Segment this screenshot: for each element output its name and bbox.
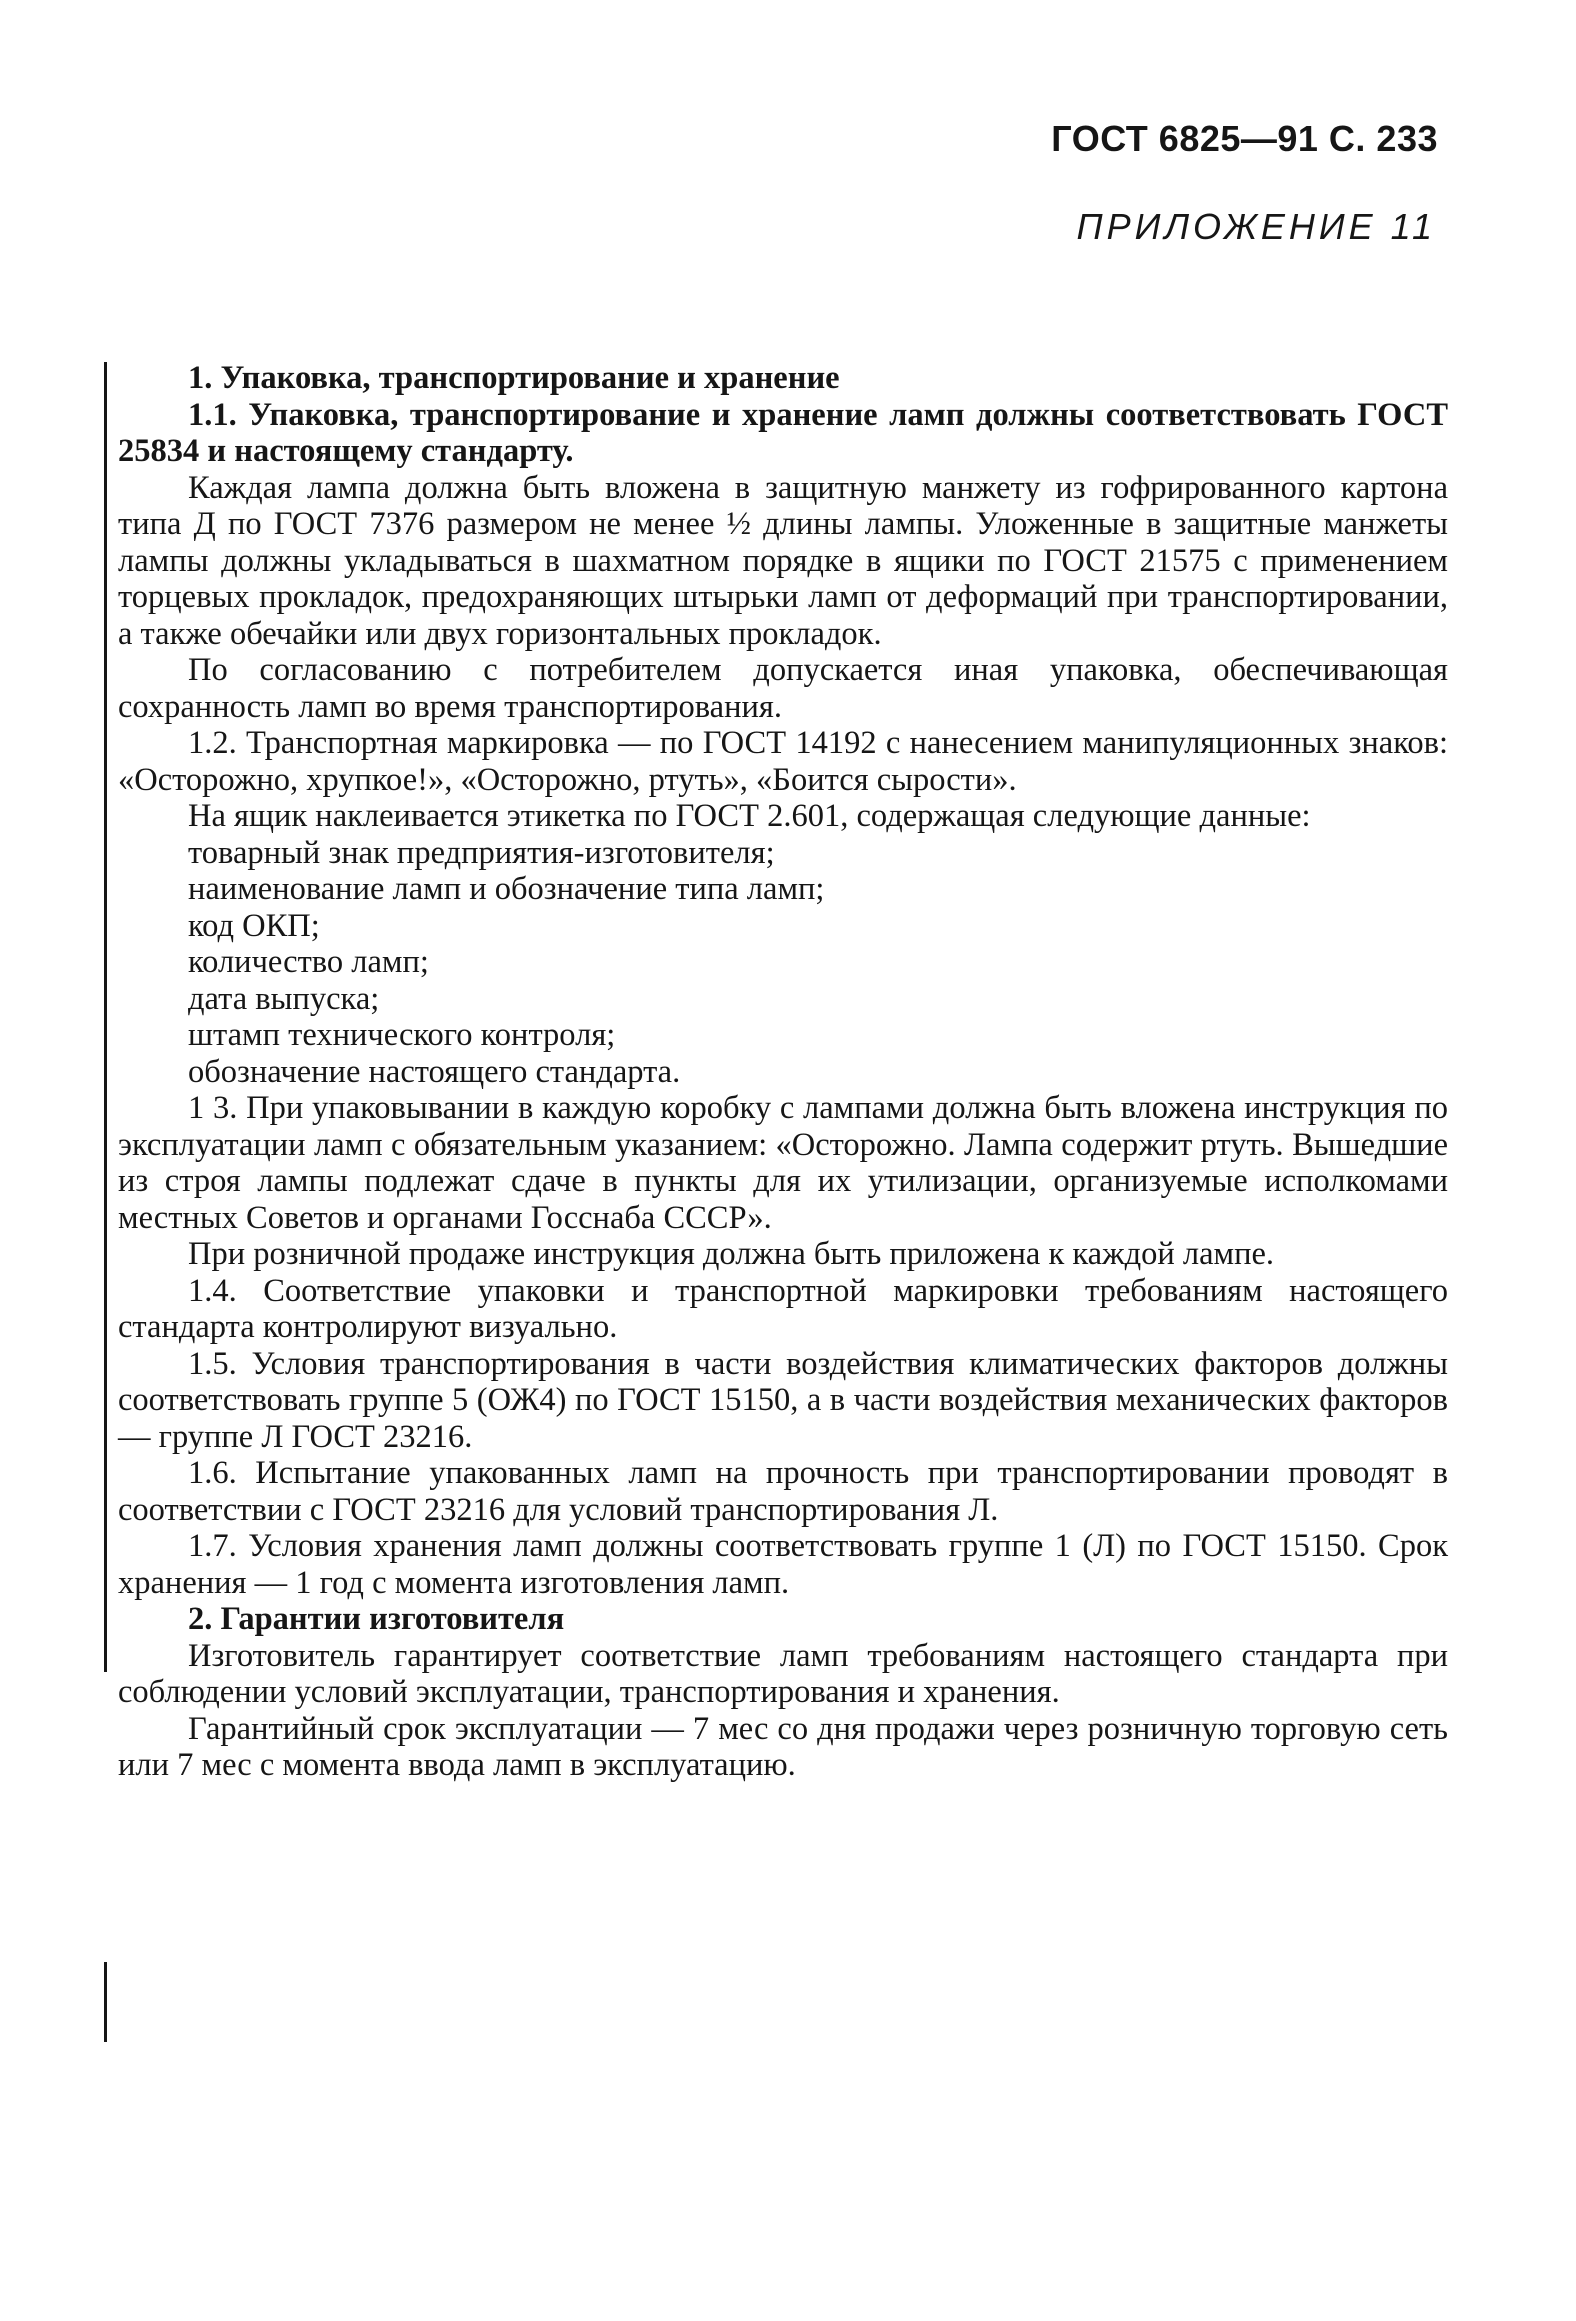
list-item: код ОКП; <box>188 907 320 944</box>
paragraph-agreement: По согласованию с потребителем допускается иная упаковка, обеспечивающая сохранность ламп во время транспортирования. <box>118 652 1448 725</box>
list-item: обозначение настоящего стандарта. <box>188 1053 681 1090</box>
body-text <box>118 360 1448 1784</box>
paragraph-1-6: 1.6. Испытание упакованных ламп на прочность при транспортировании проводят в соответствии с ГОСТ 23216 для условий транспортирования Л. <box>118 1455 1448 1528</box>
list-item: штамп технического контроля; <box>188 1017 616 1053</box>
paragraph-warranty-period: Гарантийный срок эксплуатации — 7 мес со дня продажи через розничную торговую сеть или 7 мес с момента ввода ламп в эксплуатацию. <box>118 1710 1448 1783</box>
list-item: товарный знак предприятия-изготовителя; <box>188 834 775 871</box>
paragraph-1-5: 1.5. Условия транспортирования в части воздействия климатических факторов должны соответствовать группе 5 (ОЖ4) по ГОСТ 15150, а в части воздействия механических факторов — группе Л ГОСТ 23216. <box>118 1345 1448 1455</box>
paragraph-1-7: 1.7. Условия хранения ламп должны соответствовать группе 1 (Л) по ГОСТ 15150. Срок хранения — 1 год с момента изготовления ламп. <box>118 1528 1448 1601</box>
paragraph-1-3: 1 3. При упаковывании в каждую коробку с лампами должна быть вложена инструкция по эксплуатации ламп с обязательным указанием: «Осторожно. Лампа содержит ртуть. Вышедшие из строя лампы подлежат сдаче в пункты для их утилизации, организуемые исполкомами местных Советов и органами Госснаба СССР». <box>118 1090 1448 1236</box>
paragraph-1-2: 1.2. Транспортная маркировка — по ГОСТ 14192 с нанесением манипуляционных знаков: «Осторожно, хрупкое!», «Осторожно, ртуть», «Боится сырости». <box>118 725 1448 798</box>
list-item: дата выпуска; <box>188 980 380 1017</box>
appendix-title: ПРИЛОЖЕНИЕ 11 <box>1076 206 1436 247</box>
change-bar-top <box>104 362 107 1672</box>
section-1-heading: 1. Упаковка, транспортирование и хранение <box>188 360 840 396</box>
list-item: количество ламп; <box>188 944 429 980</box>
page-header-code: ГОСТ 6825—91 С. 233 <box>1051 118 1438 159</box>
label-contents-list <box>118 835 1448 1091</box>
change-bar-bottom <box>104 1962 107 2042</box>
paragraph-each-lamp: Каждая лампа должна быть вложена в защитную манжету из гофрированного картона типа Д по ГОСТ 7376 размером не менее ½ длины лампы. Уложенные в защитные манжеты лампы должны укладываться в шахматном порядке в ящики по ГОСТ 21575 с применением торцевых прокладок, предохраняющих штырьки ламп от деформаций при транспортировании, а также обечайки или двух горизонтальных прокладок. <box>118 469 1448 652</box>
paragraph-retail: При розничной продаже инструкция должна быть приложена к каждой лампе. <box>188 1236 1275 1272</box>
paragraph-guarantee: Изготовитель гарантирует соответствие ламп требованиям настоящего стандарта при соблюдении условий эксплуатации, транспортирования и хранения. <box>118 1637 1448 1710</box>
paragraph-label: На ящик наклеивается этикетка по ГОСТ 2.601, содержащая следующие данные: <box>188 798 1311 834</box>
section-2-heading: 2. Гарантии изготовителя <box>188 1601 565 1637</box>
list-item: наименование ламп и обозначение типа ламп; <box>188 871 825 907</box>
paragraph-1-4: 1.4. Соответствие упаковки и транспортной маркировки требованиям настоящего стандарта контролируют визуально. <box>118 1272 1448 1345</box>
paragraph-1-1: 1.1. Упаковка, транспортирование и хранение ламп должны соответствовать ГОСТ 25834 и настоящему стандарту. <box>118 396 1448 469</box>
